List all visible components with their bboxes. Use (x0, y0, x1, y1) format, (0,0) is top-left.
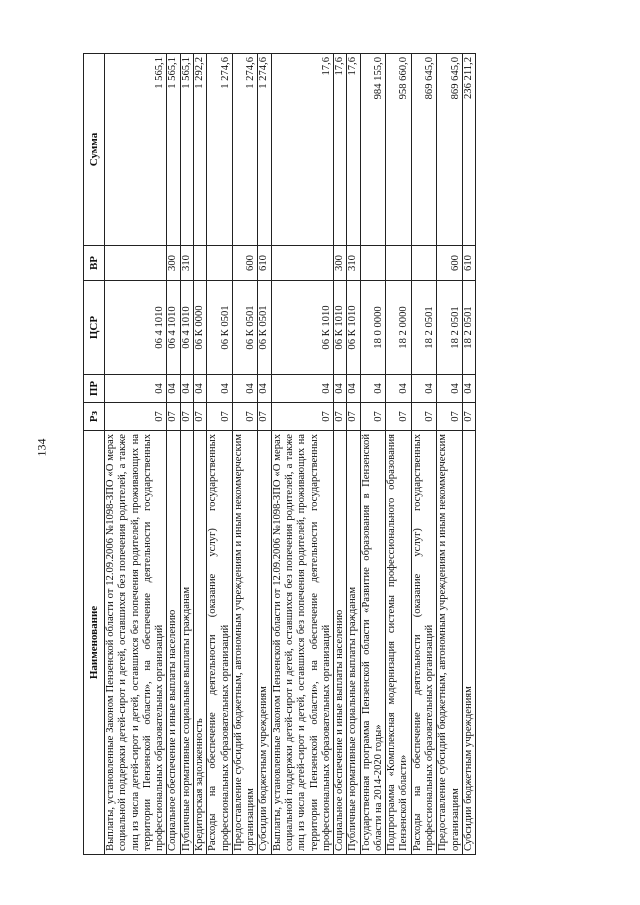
cell-csr: 06 К 0501 (207, 281, 233, 375)
cell-name: Субсидии бюджетным учреждениям (462, 431, 475, 855)
cell-rz: 07 (360, 403, 386, 431)
cell-vr: 600 (437, 246, 463, 281)
cell-name: Предоставление субсидий бюджетным, автономным учреждениям и иным некоммерческим организациям (232, 431, 258, 855)
cell-name: Предоставление субсидий бюджетным, автономным учреждениям и иным некоммерческим организациям (437, 431, 463, 855)
cell-pr: 04 (207, 375, 233, 403)
cell-sum: 1 565,1 (105, 54, 167, 246)
cell-pr: 04 (232, 375, 258, 403)
header-pr: ПР (84, 375, 105, 403)
header-name: Наименование (84, 431, 105, 855)
cell-vr (271, 246, 333, 281)
table-row (437, 54, 463, 855)
table-row (334, 54, 347, 855)
cell-sum: 17,6 (271, 54, 333, 246)
cell-rz: 07 (411, 403, 437, 431)
cell-rz: 07 (386, 403, 412, 431)
cell-rz: 07 (462, 403, 475, 431)
cell-vr (193, 246, 206, 281)
cell-vr (411, 246, 437, 281)
cell-pr: 04 (180, 375, 193, 403)
budget-table (83, 53, 476, 855)
cell-rz: 07 (232, 403, 258, 431)
cell-sum: 1 274,6 (258, 54, 271, 246)
table-row (411, 54, 437, 855)
cell-sum: 1 565,1 (167, 54, 180, 246)
cell-csr: 06 К 1010 (334, 281, 347, 375)
cell-csr: 06 4 1010 (180, 281, 193, 375)
cell-sum: 236 211,2 (462, 54, 475, 246)
cell-csr: 18 2 0501 (437, 281, 463, 375)
table-row (232, 54, 258, 855)
cell-vr (105, 246, 167, 281)
cell-rz: 07 (207, 403, 233, 431)
cell-pr: 04 (462, 375, 475, 403)
cell-name: Выплаты, установленные Законом Пензенской области от 12.09.2006 №1098-ЗПО «О мерах социальной поддержки детей-сирот и детей, оставшихся без попечения родителей, а также лиц из числа детей-сирот и детей, оставшихся без попечения родителей, проживающих на территории Пензенской области», на обеспечение деятельности государственных профессиональных образовательных организаций (105, 431, 167, 855)
cell-rz: 07 (105, 403, 167, 431)
table-row (271, 54, 333, 855)
cell-pr: 04 (193, 375, 206, 403)
cell-rz: 07 (271, 403, 333, 431)
cell-vr: 310 (347, 246, 360, 281)
table-row (462, 54, 475, 855)
cell-pr: 04 (437, 375, 463, 403)
cell-name: Социальное обеспечение и иные выплаты населению (334, 431, 347, 855)
cell-vr: 610 (462, 246, 475, 281)
cell-pr: 04 (360, 375, 386, 403)
header-rz: Рз (84, 403, 105, 431)
cell-sum: 869 645,0 (411, 54, 437, 246)
cell-sum: 17,6 (334, 54, 347, 246)
cell-csr: 18 0 0000 (360, 281, 386, 375)
cell-pr: 04 (386, 375, 412, 403)
cell-vr: 300 (167, 246, 180, 281)
cell-csr: 06 4 1010 (167, 281, 180, 375)
cell-rz: 07 (193, 403, 206, 431)
cell-rz: 07 (334, 403, 347, 431)
table-row (167, 54, 180, 855)
rotated-table-container (83, 54, 607, 855)
header-sum: Сумма (84, 54, 105, 246)
cell-pr: 04 (258, 375, 271, 403)
table-row (180, 54, 193, 855)
cell-name: Публичные нормативные социальные выплаты гражданам (347, 431, 360, 855)
cell-sum: 1 565,1 (180, 54, 193, 246)
cell-pr: 04 (347, 375, 360, 403)
cell-csr: 06 К 0501 (258, 281, 271, 375)
table-row (207, 54, 233, 855)
cell-csr: 06 К 0000 (193, 281, 206, 375)
cell-name: Кредиторская задолженность (193, 431, 206, 855)
cell-name: Расходы на обеспечение деятельности (оказание услуг) государственных профессиональных образовательных организаций (411, 431, 437, 855)
cell-vr: 610 (258, 246, 271, 281)
cell-vr (360, 246, 386, 281)
cell-name: Государственная программа Пензенской области «Развитие образования в Пензенской области на 2014-2020 годы» (360, 431, 386, 855)
cell-csr: 18 2 0501 (462, 281, 475, 375)
cell-name: Субсидии бюджетным учреждениям (258, 431, 271, 855)
cell-name: Публичные нормативные социальные выплаты гражданам (180, 431, 193, 855)
cell-sum: 1 274,6 (232, 54, 258, 246)
cell-sum: 984 155,0 (360, 54, 386, 246)
cell-sum: 869 645,0 (437, 54, 463, 246)
cell-rz: 07 (437, 403, 463, 431)
cell-pr: 04 (271, 375, 333, 403)
cell-vr (207, 246, 233, 281)
cell-vr (386, 246, 412, 281)
table-header-row (84, 54, 105, 855)
cell-name: Социальное обеспечение и иные выплаты населению (167, 431, 180, 855)
cell-sum: 1 292,2 (193, 54, 206, 246)
cell-csr: 06 К 1010 (347, 281, 360, 375)
cell-csr: 18 2 0501 (411, 281, 437, 375)
cell-pr: 04 (334, 375, 347, 403)
cell-pr: 04 (167, 375, 180, 403)
cell-csr: 06 К 1010 (271, 281, 333, 375)
cell-name: Расходы на обеспечение деятельности (оказание услуг) государственных профессиональных образовательных организаций (207, 431, 233, 855)
table-row (258, 54, 271, 855)
cell-name: Выплаты, установленные Законом Пензенской области от 12.09.2006 №1098-ЗПО «О мерах социальной поддержки детей-сирот и детей, оставшихся без попечения родителей, а также лиц из числа детей-сирот и детей, оставшихся без попечения родителей, проживающих на территории Пензенской области», на обеспечение деятельности государственных профессиональных образовательных организаций (271, 431, 333, 855)
cell-sum: 17,6 (347, 54, 360, 246)
cell-name: Подпрограмма «Комплексная модернизация системы профессионального образования Пензенской области» (386, 431, 412, 855)
page-number: 134 (34, 438, 49, 457)
cell-pr: 04 (411, 375, 437, 403)
cell-rz: 07 (180, 403, 193, 431)
table-row (347, 54, 360, 855)
cell-csr: 06 4 1010 (105, 281, 167, 375)
cell-vr: 310 (180, 246, 193, 281)
cell-rz: 07 (167, 403, 180, 431)
cell-vr: 600 (232, 246, 258, 281)
cell-rz: 07 (347, 403, 360, 431)
cell-csr: 18 2 0000 (386, 281, 412, 375)
table-row (105, 54, 167, 855)
table-row (193, 54, 206, 855)
cell-sum: 958 660,0 (386, 54, 412, 246)
cell-pr: 04 (105, 375, 167, 403)
cell-sum: 1 274,6 (207, 54, 233, 246)
cell-vr: 300 (334, 246, 347, 281)
cell-rz: 07 (258, 403, 271, 431)
header-csr: ЦСР (84, 281, 105, 375)
cell-csr: 06 К 0501 (232, 281, 258, 375)
header-vr: ВР (84, 246, 105, 281)
table-row (386, 54, 412, 855)
table-row (360, 54, 386, 855)
